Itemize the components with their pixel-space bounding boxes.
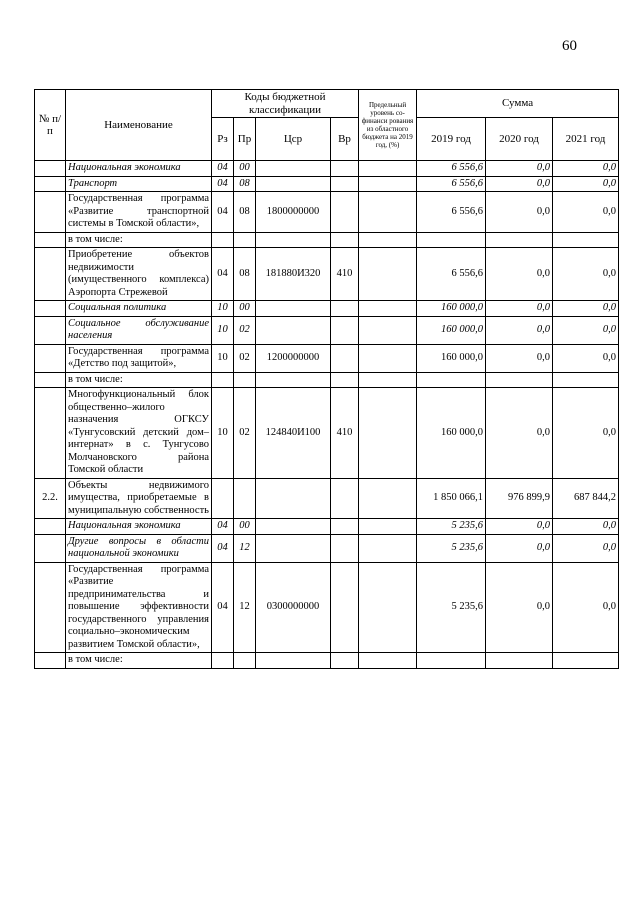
table-row — [35, 388, 619, 479]
table-row — [35, 534, 619, 562]
row-num — [35, 562, 66, 653]
table-row — [35, 161, 619, 177]
row-limit — [359, 534, 417, 562]
row-name: Государственная программа «Развитие транспортной системы в Томской области», — [66, 192, 212, 233]
row-rz: 04 — [212, 192, 234, 233]
row-num — [35, 519, 66, 535]
row-csr: 1200000000 — [256, 344, 331, 372]
page-number: 60 — [562, 38, 577, 54]
row-limit — [359, 372, 417, 388]
row-sum-2020: 0,0 — [486, 388, 553, 479]
row-sum-2021: 0,0 — [553, 176, 619, 192]
row-name: Национальная экономика — [66, 161, 212, 177]
row-num — [35, 301, 66, 317]
row-csr — [256, 519, 331, 535]
row-name: Государственная программа «Развитие предпринимательства и повышение эффективности государственного управления социально–экономическим развитием Томской области», — [66, 562, 212, 653]
row-name: Объекты недвижимого имущества, приобретаемые в муниципальную собственность — [66, 478, 212, 519]
row-vr — [331, 653, 359, 669]
row-num — [35, 316, 66, 344]
row-sum-2021 — [553, 653, 619, 669]
row-sum-2019: 6 556,6 — [417, 161, 486, 177]
row-num — [35, 232, 66, 248]
row-sum-2020: 0,0 — [486, 562, 553, 653]
row-sum-2021: 0,0 — [553, 388, 619, 479]
row-pr: 12 — [234, 562, 256, 653]
row-csr — [256, 301, 331, 317]
row-sum-2020: 0,0 — [486, 176, 553, 192]
header-2020: 2020 год — [486, 118, 553, 161]
row-num — [35, 192, 66, 233]
row-csr — [256, 372, 331, 388]
row-name: в том числе: — [66, 232, 212, 248]
table-row — [35, 372, 619, 388]
header-name: Наименование — [66, 90, 212, 161]
row-vr — [331, 534, 359, 562]
row-num — [35, 344, 66, 372]
row-pr — [234, 653, 256, 669]
row-limit — [359, 344, 417, 372]
row-sum-2021: 0,0 — [553, 519, 619, 535]
row-sum-2020: 0,0 — [486, 161, 553, 177]
row-num — [35, 372, 66, 388]
row-sum-2020 — [486, 232, 553, 248]
row-limit — [359, 161, 417, 177]
row-name: Социальное обслуживание населения — [66, 316, 212, 344]
row-vr — [331, 316, 359, 344]
row-num — [35, 161, 66, 177]
row-csr: 181880И320 — [256, 248, 331, 301]
row-limit — [359, 192, 417, 233]
row-rz: 04 — [212, 534, 234, 562]
row-sum-2019: 5 235,6 — [417, 534, 486, 562]
table-row — [35, 232, 619, 248]
row-limit — [359, 232, 417, 248]
row-sum-2020: 0,0 — [486, 192, 553, 233]
row-pr: 00 — [234, 519, 256, 535]
row-vr — [331, 344, 359, 372]
row-vr: 410 — [331, 388, 359, 479]
row-vr — [331, 192, 359, 233]
row-sum-2020 — [486, 653, 553, 669]
row-rz: 04 — [212, 519, 234, 535]
header-2019: 2019 год — [417, 118, 486, 161]
table-body — [35, 161, 619, 669]
table-header — [35, 90, 619, 161]
row-sum-2021: 0,0 — [553, 534, 619, 562]
row-pr: 08 — [234, 192, 256, 233]
row-vr — [331, 301, 359, 317]
row-csr: 1800000000 — [256, 192, 331, 233]
row-name: Транспорт — [66, 176, 212, 192]
row-vr — [331, 372, 359, 388]
row-limit — [359, 562, 417, 653]
row-name: в том числе: — [66, 653, 212, 669]
row-rz — [212, 372, 234, 388]
row-sum-2020: 0,0 — [486, 301, 553, 317]
table-row — [35, 316, 619, 344]
row-sum-2019: 5 235,6 — [417, 519, 486, 535]
row-sum-2019: 5 235,6 — [417, 562, 486, 653]
row-sum-2021: 0,0 — [553, 161, 619, 177]
row-rz: 04 — [212, 161, 234, 177]
row-limit — [359, 478, 417, 519]
row-sum-2019: 6 556,6 — [417, 248, 486, 301]
row-limit — [359, 388, 417, 479]
header-sum: Сумма — [417, 90, 619, 118]
row-rz: 10 — [212, 316, 234, 344]
row-name: Многофункциональный блок общественно–жилого назначения ОГКСУ «Тунгусовский детский дом–интернат» в с. Тунгусово Молчановского района Томской области — [66, 388, 212, 479]
row-sum-2021: 0,0 — [553, 301, 619, 317]
row-sum-2021 — [553, 232, 619, 248]
row-sum-2020: 0,0 — [486, 344, 553, 372]
row-num — [35, 388, 66, 479]
table-row — [35, 344, 619, 372]
row-pr: 02 — [234, 344, 256, 372]
row-num — [35, 248, 66, 301]
row-sum-2019: 6 556,6 — [417, 192, 486, 233]
row-pr: 08 — [234, 176, 256, 192]
row-vr: 410 — [331, 248, 359, 301]
row-rz: 04 — [212, 176, 234, 192]
row-pr: 08 — [234, 248, 256, 301]
row-rz — [212, 653, 234, 669]
row-csr — [256, 534, 331, 562]
row-pr: 02 — [234, 316, 256, 344]
row-sum-2020: 0,0 — [486, 248, 553, 301]
row-sum-2021: 0,0 — [553, 248, 619, 301]
table-row — [35, 562, 619, 653]
row-rz: 04 — [212, 562, 234, 653]
row-name: Национальная экономика — [66, 519, 212, 535]
table-row — [35, 248, 619, 301]
table-row — [35, 301, 619, 317]
row-sum-2019 — [417, 653, 486, 669]
row-pr: 00 — [234, 161, 256, 177]
row-sum-2019: 6 556,6 — [417, 176, 486, 192]
row-pr — [234, 372, 256, 388]
row-pr: 12 — [234, 534, 256, 562]
row-sum-2020: 976 899,9 — [486, 478, 553, 519]
row-sum-2019: 160 000,0 — [417, 344, 486, 372]
row-rz — [212, 478, 234, 519]
table-row — [35, 192, 619, 233]
row-limit — [359, 316, 417, 344]
row-rz: 04 — [212, 248, 234, 301]
row-sum-2019 — [417, 372, 486, 388]
row-csr — [256, 161, 331, 177]
row-pr: 02 — [234, 388, 256, 479]
table-row — [35, 653, 619, 669]
row-vr — [331, 519, 359, 535]
row-sum-2021: 0,0 — [553, 344, 619, 372]
row-name: Социальная политика — [66, 301, 212, 317]
header-limit: Предельный уровень со-финанси рования из областного бюджета на 2019 год, (%) — [359, 90, 417, 161]
header-csr: Цср — [256, 118, 331, 161]
row-sum-2021 — [553, 372, 619, 388]
row-csr: 0300000000 — [256, 562, 331, 653]
budget-table — [34, 89, 619, 669]
row-sum-2021: 0,0 — [553, 316, 619, 344]
row-sum-2019 — [417, 232, 486, 248]
row-csr — [256, 316, 331, 344]
row-name: в том числе: — [66, 372, 212, 388]
row-sum-2020: 0,0 — [486, 316, 553, 344]
header-num: № п/п — [35, 90, 66, 161]
row-sum-2019: 1 850 066,1 — [417, 478, 486, 519]
row-num — [35, 534, 66, 562]
row-limit — [359, 176, 417, 192]
row-limit — [359, 248, 417, 301]
table-row — [35, 176, 619, 192]
row-rz: 10 — [212, 301, 234, 317]
row-name: Приобретение объектов недвижимости (имущественного комплекса) Аэропорта Стрежевой — [66, 248, 212, 301]
row-sum-2019: 160 000,0 — [417, 388, 486, 479]
row-num — [35, 653, 66, 669]
row-vr — [331, 161, 359, 177]
table-row — [35, 478, 619, 519]
row-sum-2019: 160 000,0 — [417, 316, 486, 344]
row-sum-2021: 0,0 — [553, 192, 619, 233]
row-sum-2020 — [486, 372, 553, 388]
row-csr — [256, 232, 331, 248]
row-pr — [234, 478, 256, 519]
row-limit — [359, 301, 417, 317]
row-sum-2021: 0,0 — [553, 562, 619, 653]
row-vr — [331, 176, 359, 192]
row-csr: 124840И100 — [256, 388, 331, 479]
row-name: Государственная программа «Детство под защитой», — [66, 344, 212, 372]
row-rz: 10 — [212, 388, 234, 479]
row-sum-2019: 160 000,0 — [417, 301, 486, 317]
header-codes: Коды бюджетной классификации — [212, 90, 359, 118]
table-row — [35, 519, 619, 535]
row-csr — [256, 653, 331, 669]
row-rz — [212, 232, 234, 248]
row-vr — [331, 562, 359, 653]
row-csr — [256, 176, 331, 192]
row-vr — [331, 232, 359, 248]
row-pr: 00 — [234, 301, 256, 317]
row-limit — [359, 653, 417, 669]
row-name: Другие вопросы в области национальной экономики — [66, 534, 212, 562]
row-sum-2021: 687 844,2 — [553, 478, 619, 519]
row-num — [35, 176, 66, 192]
row-num: 2.2. — [35, 478, 66, 519]
header-rz: Рз — [212, 118, 234, 161]
header-vr: Вр — [331, 118, 359, 161]
row-vr — [331, 478, 359, 519]
row-sum-2020: 0,0 — [486, 519, 553, 535]
row-rz: 10 — [212, 344, 234, 372]
row-sum-2020: 0,0 — [486, 534, 553, 562]
row-pr — [234, 232, 256, 248]
header-2021: 2021 год — [553, 118, 619, 161]
row-limit — [359, 519, 417, 535]
row-csr — [256, 478, 331, 519]
header-pr: Пр — [234, 118, 256, 161]
